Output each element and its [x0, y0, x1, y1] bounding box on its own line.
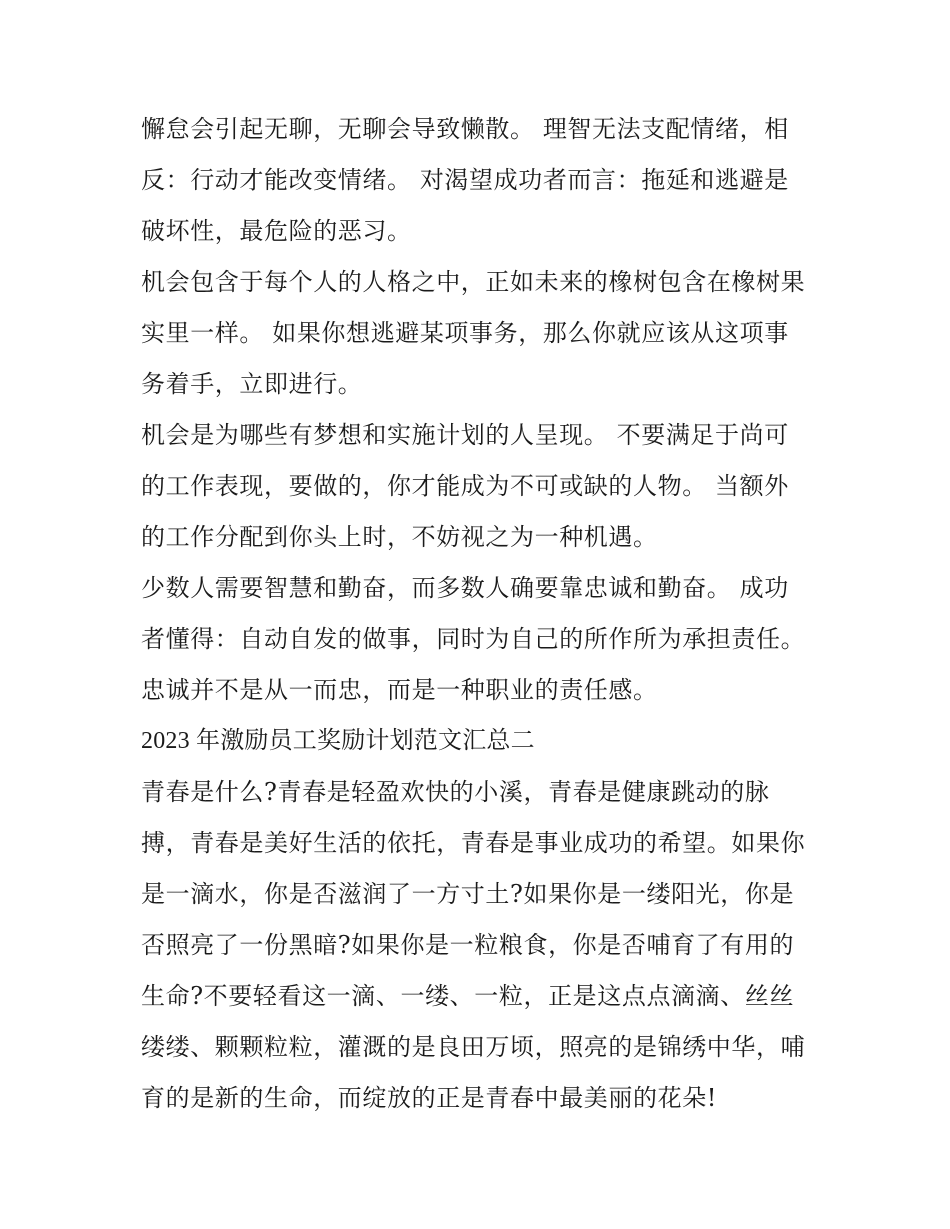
- section-title: 2023 年激励员工奖励计划范文汇总二: [141, 728, 535, 754]
- paragraph-2-line-3: 务着手，立即进行。: [141, 370, 363, 398]
- paragraph-3-line-1: 机会是为哪些有梦想和实施计划的人呈现。 不要满足于尚可: [141, 421, 789, 449]
- section-paragraph-line-1: 青春是什么?青春是轻盈欢快的小溪，青春是健康跳动的脉: [141, 778, 770, 806]
- paragraph-4-line-3: 忠诚并不是从一而忠，而是一种职业的责任感。: [141, 676, 658, 704]
- section-paragraph-line-4: 否照亮了一份黑暗?如果你是一粒粮食，你是否哺育了有用的: [141, 931, 795, 959]
- section-paragraph-line-2: 搏，青春是美好生活的依托，青春是事业成功的希望。如果你: [141, 829, 806, 857]
- paragraph-1-line-2: 反：行动才能改变情绪。 对渴望成功者而言：拖延和逃避是: [141, 166, 789, 194]
- paragraph-4-line-1: 少数人需要智慧和勤奋，而多数人确要靠忠诚和勤奋。 成功: [141, 574, 789, 602]
- paragraph-2-line-1: 机会包含于每个人的人格之中，正如未来的橡树包含在橡树果: [141, 268, 806, 296]
- paragraph-1-line-3: 破坏性，最危险的恶习。: [141, 217, 412, 245]
- paragraph-1-line-1: 懈怠会引起无聊，无聊会导致懒散。 理智无法支配情绪，相: [141, 115, 789, 143]
- paragraph-3-line-3: 的工作分配到你头上时，不妨视之为一种机遇。: [141, 523, 658, 551]
- section-paragraph-line-7: 育的是新的生命，而绽放的正是青春中最美丽的花朵!: [141, 1084, 718, 1112]
- paragraph-3-line-2: 的工作表现，要做的，你才能成为不可或缺的人物。 当额外: [141, 472, 789, 500]
- section-paragraph-line-5: 生命?不要轻看这一滴、一缕、一粒，正是这点点滴滴、丝丝: [141, 982, 795, 1010]
- paragraph-2-line-2: 实里一样。 如果你想逃避某项事务，那么你就应该从这项事: [141, 319, 789, 347]
- paragraph-4-line-2: 者懂得：自动自发的做事，同时为自己的所作所为承担责任。: [141, 625, 806, 653]
- section-paragraph-line-6: 缕缕、颗颗粒粒，灌溉的是良田万顷，照亮的是锦绣中华，哺: [141, 1033, 806, 1061]
- section-paragraph-line-3: 是一滴水，你是否滋润了一方寸土?如果你是一缕阳光，你是: [141, 880, 795, 908]
